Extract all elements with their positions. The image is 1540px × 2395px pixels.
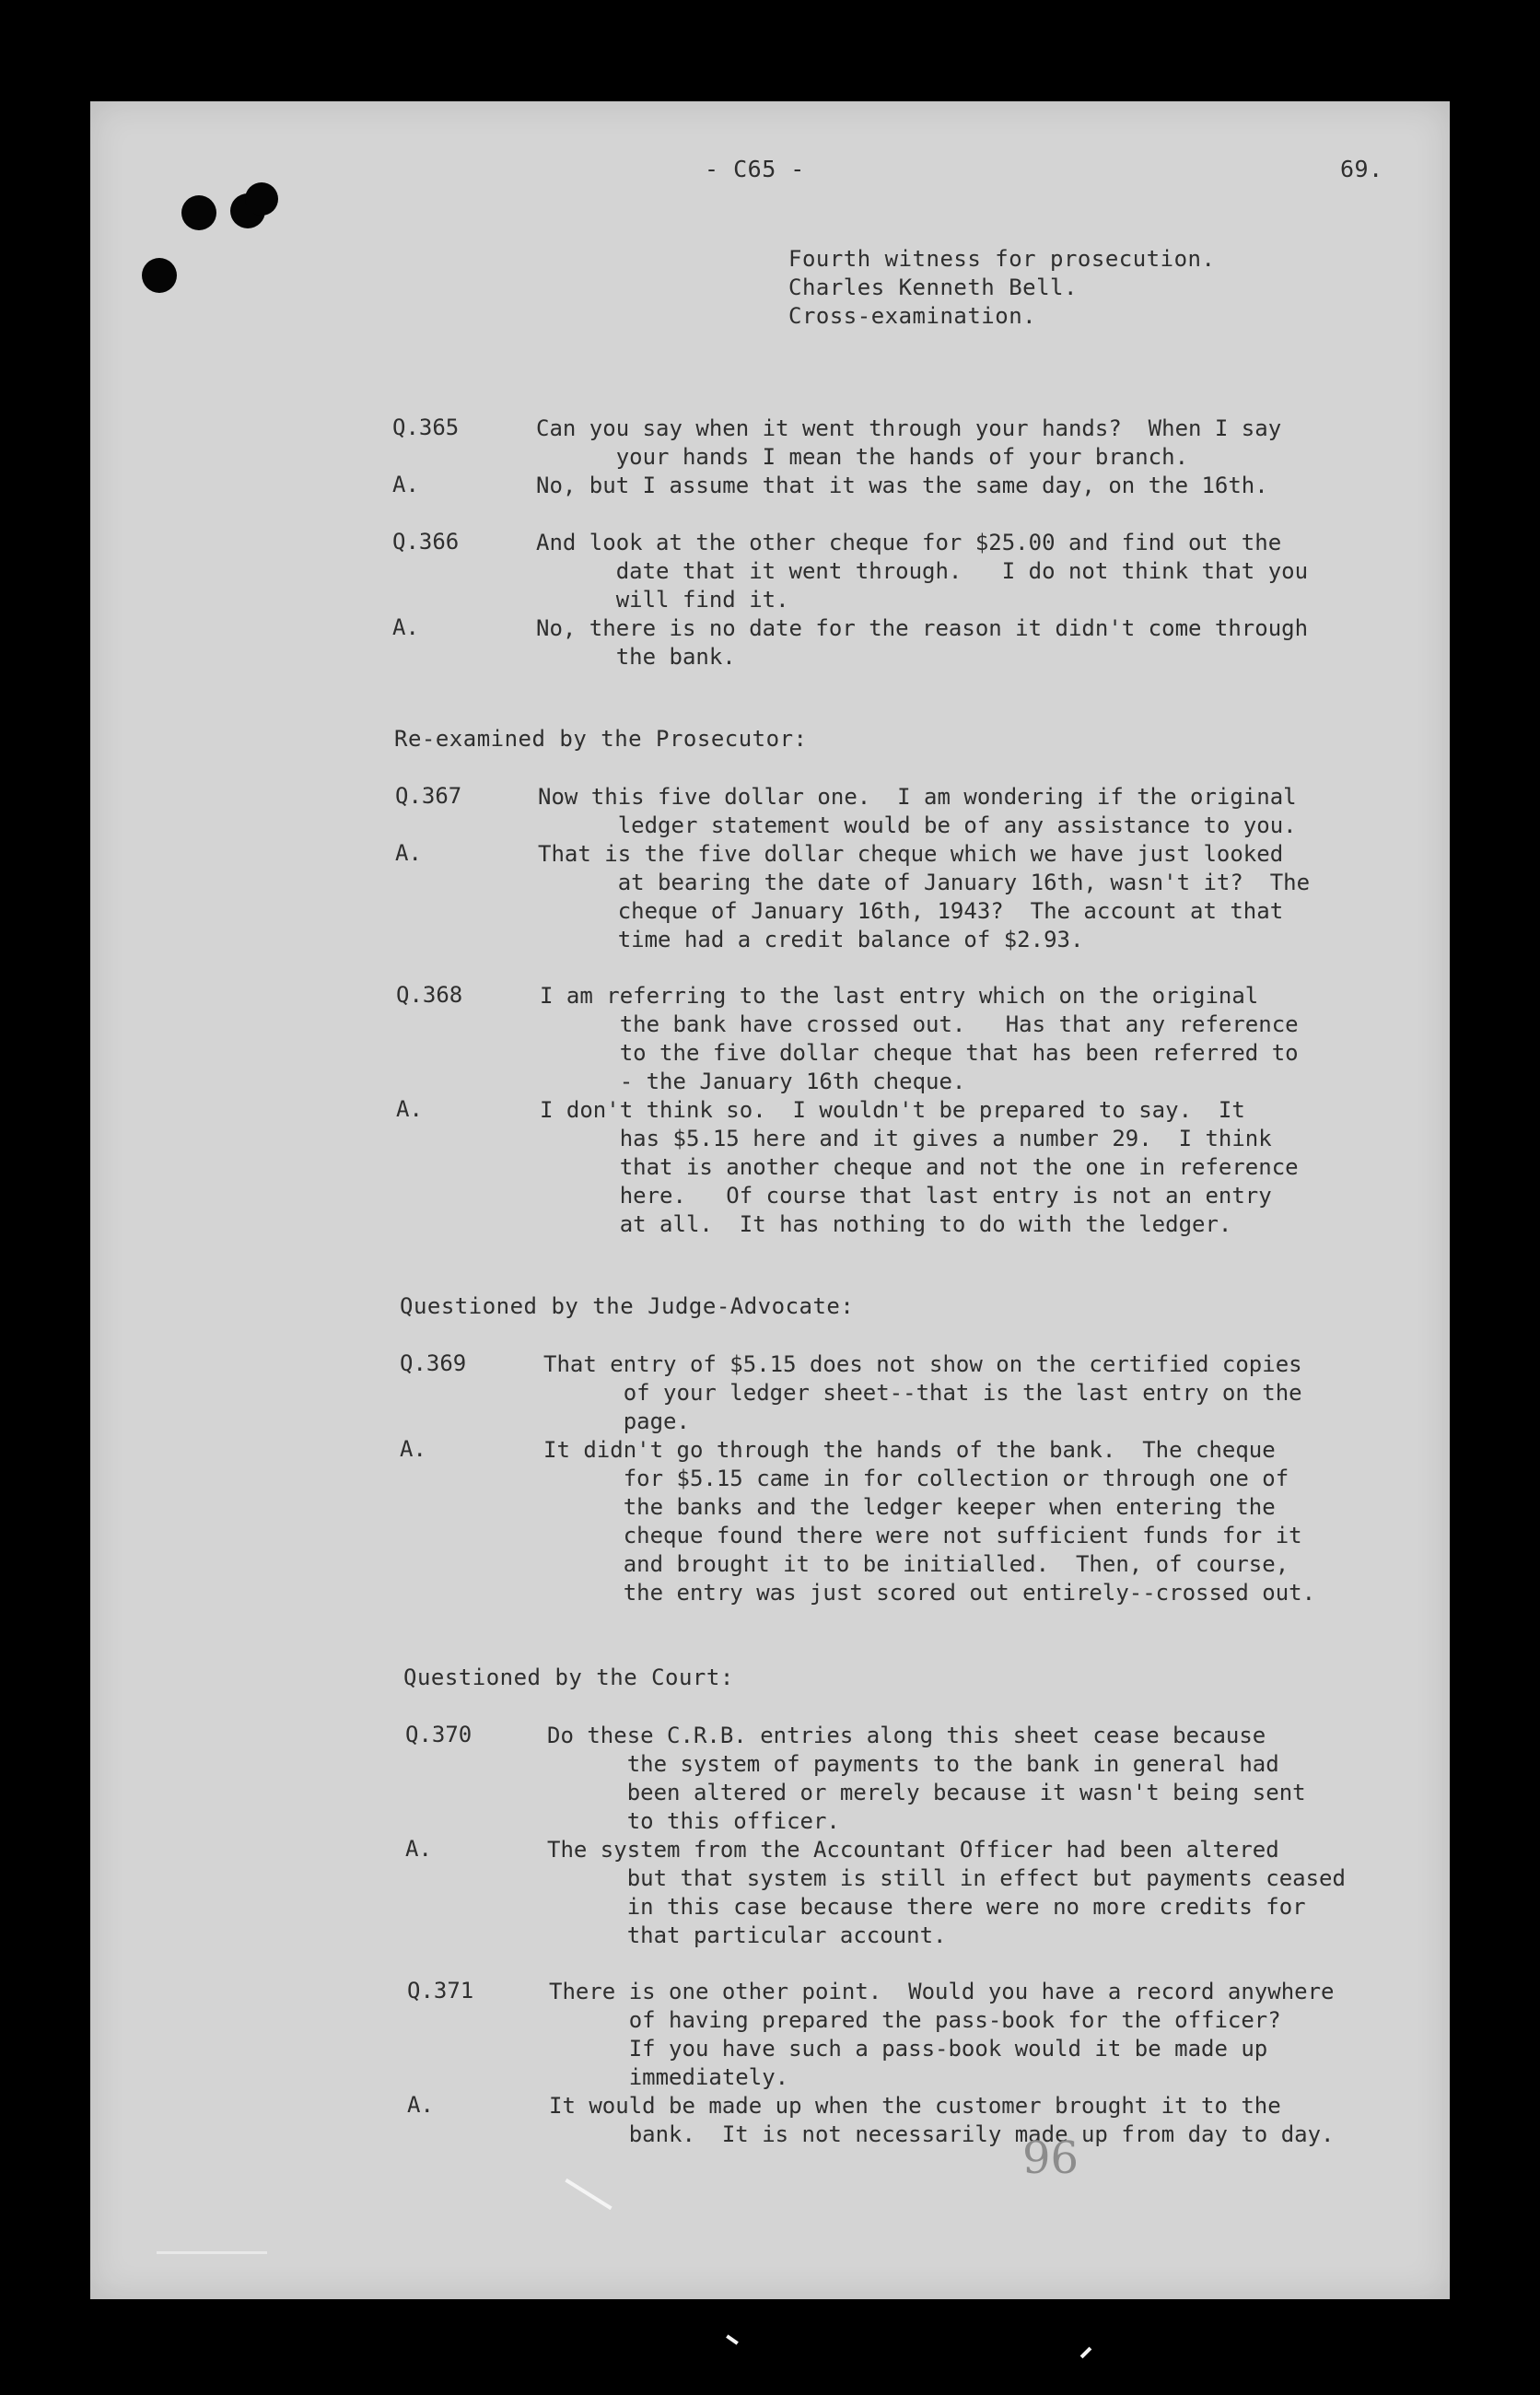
qa-line: in this case because there were no more credits for <box>547 1894 1306 1920</box>
qa-line: the system of payments to the bank in general had <box>547 1751 1279 1777</box>
qa-line: Do these C.R.B. entries along this sheet cease because <box>547 1723 1266 1748</box>
qa-label: A. <box>395 840 422 866</box>
qa-line: but that system is still in effect but payments ceased <box>547 1865 1346 1891</box>
qa-line: that particular account. <box>547 1922 947 1948</box>
qa-text <box>547 1722 1306 1836</box>
qa-text <box>536 472 1268 500</box>
witness-line-1: Fourth witness for prosecution. <box>788 246 1216 272</box>
qa-text <box>543 1436 1315 1607</box>
qa-label: Q.369 <box>400 1350 467 1376</box>
qa-line: time had a credit balance of $2.93. <box>538 927 1084 952</box>
section-heading-court: Questioned by the Court: <box>403 1665 734 1690</box>
qa-line: of your ledger sheet--that is the last entry on the <box>543 1380 1302 1406</box>
qa-line: date that it went through. I do not think that you <box>536 558 1309 584</box>
scratch-mark <box>565 2179 612 2210</box>
film-mark <box>1080 2347 1092 2359</box>
qa-text <box>543 1350 1302 1436</box>
qa-line: that is another cheque and not the one in reference <box>540 1154 1299 1180</box>
qa-label: Q.370 <box>405 1722 472 1747</box>
qa-line: been altered or merely because it wasn't being sent <box>547 1780 1306 1805</box>
qa-line: at all. It has nothing to do with the ledger. <box>540 1211 1232 1237</box>
qa-line: here. Of course that last entry is not an entry <box>540 1183 1272 1209</box>
witness-line-2: Charles Kenneth Bell. <box>788 275 1078 300</box>
qa-line: cheque found there were not sufficient funds for it <box>543 1523 1302 1548</box>
qa-line: and brought it to be initialled. Then, of course, <box>543 1551 1289 1577</box>
qa-line: of having prepared the pass-book for the officer? <box>549 2007 1281 2033</box>
qa-line: And look at the other cheque for $25.00 and find out the <box>536 530 1282 555</box>
qa-text <box>538 783 1297 840</box>
section-heading-judge: Questioned by the Judge-Advocate: <box>400 1293 855 1319</box>
qa-line: No, but I assume that it was the same day, on the 16th. <box>536 473 1268 498</box>
qa-label: Q.366 <box>392 529 460 555</box>
qa-text <box>547 1836 1346 1950</box>
qa-text <box>549 2092 1335 2149</box>
qa-line: has $5.15 here and it gives a number 29. I think <box>540 1126 1272 1151</box>
qa-line: No, there is no date for the reason it didn't come through <box>536 615 1309 641</box>
document-page <box>90 101 1450 2299</box>
qa-line: the banks and the ledger keeper when entering the <box>543 1494 1276 1520</box>
punch-hole <box>142 258 177 293</box>
qa-line: at bearing the date of January 16th, wasn't it? The <box>538 870 1311 895</box>
qa-line: your hands I mean the hands of your branch. <box>536 444 1189 470</box>
qa-line: to the five dollar cheque that has been referred to <box>540 1040 1299 1066</box>
qa-line: will find it. <box>536 587 789 613</box>
qa-line: The system from the Accountant Officer had been altered <box>547 1837 1279 1863</box>
qa-label: Q.367 <box>395 783 462 809</box>
page-number: 69. <box>1340 156 1383 182</box>
qa-label: Q.368 <box>396 982 463 1008</box>
qa-line: immediately. <box>549 2064 789 2090</box>
witness-line-3: Cross-examination. <box>788 303 1037 329</box>
qa-text <box>536 529 1308 614</box>
qa-text <box>536 415 1281 472</box>
qa-line: the bank. <box>536 644 736 670</box>
qa-line: If you have such a pass-book would it be made up <box>549 2036 1268 2062</box>
qa-label: A. <box>407 2092 434 2118</box>
qa-label: A. <box>396 1096 423 1122</box>
qa-label: A. <box>392 472 419 497</box>
page-code: - C65 - <box>705 156 805 182</box>
qa-line: I am referring to the last entry which on the original <box>540 983 1259 1009</box>
qa-line: Can you say when it went through your hands? When I say <box>536 415 1282 441</box>
qa-text <box>540 982 1299 1096</box>
qa-text <box>538 840 1310 954</box>
qa-line: the entry was just scored out entirely--crossed out. <box>543 1580 1316 1606</box>
qa-line: Now this five dollar one. I am wondering if the original <box>538 784 1297 810</box>
qa-text <box>536 614 1308 672</box>
qa-line: It didn't go through the hands of the bank. The cheque <box>543 1437 1276 1463</box>
qa-line: There is one other point. Would you have a record anywhere <box>549 1979 1335 2004</box>
qa-line: - the January 16th cheque. <box>540 1069 966 1094</box>
qa-label: Q.371 <box>407 1978 474 2004</box>
qa-text <box>549 1978 1335 2092</box>
qa-line: That entry of $5.15 does not show on the certified copies <box>543 1351 1302 1377</box>
punch-hole <box>181 195 216 230</box>
punch-hole <box>245 182 278 216</box>
qa-label: Q.365 <box>392 415 460 440</box>
qa-line: to this officer. <box>547 1808 840 1834</box>
qa-line: It would be made up when the customer brought it to the <box>549 2093 1281 2119</box>
qa-line: cheque of January 16th, 1943? The account at that <box>538 898 1284 924</box>
qa-line: That is the five dollar cheque which we have just looked <box>538 841 1284 867</box>
stamp-number: 96 <box>1022 2132 1079 2184</box>
edge-mark <box>157 2251 267 2254</box>
film-mark <box>726 2334 739 2344</box>
section-heading-reexam: Re-examined by the Prosecutor: <box>394 726 808 752</box>
qa-line: the bank have crossed out. Has that any reference <box>540 1011 1299 1037</box>
qa-line: for $5.15 came in for collection or through one of <box>543 1466 1289 1491</box>
qa-line: bank. It is not necessarily made up from day to day. <box>549 2121 1335 2147</box>
qa-label: A. <box>392 614 419 640</box>
qa-line: ledger statement would be of any assistance to you. <box>538 812 1297 838</box>
qa-line: I don't think so. I wouldn't be prepared to say. It <box>540 1097 1245 1123</box>
qa-line: page. <box>543 1408 690 1434</box>
qa-label: A. <box>405 1836 432 1862</box>
qa-text <box>540 1096 1299 1239</box>
qa-label: A. <box>400 1436 426 1462</box>
